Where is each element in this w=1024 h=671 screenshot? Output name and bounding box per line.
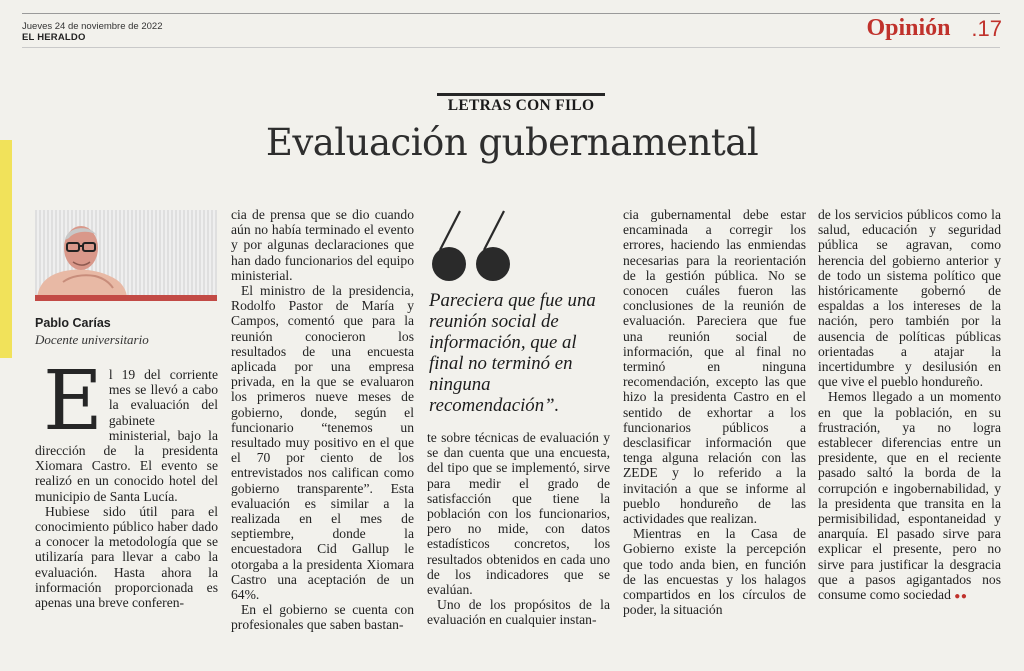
paragraph: El ministro de la presidencia, Rodolfo Pastor de María y Campos, comentó que para la reunión conocieron los resultados de una encuesta aplicada por una empresa privada, en la que se evaluaron los primeros nueve meses de gobierno, donde, según el funcionario “tenemos un resultado muy positivo en el que el 70 por ciento de los entrevistados nos califican como gobierno transparente”. Esta evaluación es similar a la realizada en el mes de septiembre, donde la encuestadora Cid Gallup le otorgaba a la presidenta Xiomara Castro una aceptación de un 64%. [231, 283, 414, 603]
paragraph: En el gobierno se cuenta con profesionales que saben bastan- [231, 602, 414, 633]
author-role: Docente universitario [35, 332, 149, 347]
page-number: .17 [971, 16, 1002, 41]
headline: Evaluación gubernamental [265, 121, 759, 164]
header-top-rule [22, 13, 1000, 14]
author-name: Pablo Carías [35, 316, 111, 330]
paragraph-text: Hemos llegado a un momento en que la población, en su frustración, ya no logra establecer diferencias entre un presidente, que en el reciente pasado saltó la borda de la corrupción e ingobernabilidad, y la presidenta que transita en la permisibilidad, espontaneidad y anarquía. El pasado sirve para explicar el presente, pero no sirve para justificar la desgracia que a pasos agigantados nos consume como sociedad [818, 389, 1001, 603]
paragraph: Uno de los propósitos de la evaluación en cualquier instan- [427, 597, 610, 628]
author-photo-bar [35, 295, 217, 301]
paragraph: Hubiese sido útil para el conocimiento público haber dado a conocer la metodología que se utilizaría para llevar a cabo la evaluación. Hasta ahora la información proporcionada es apenas una breve conferen- [35, 503, 218, 611]
article-column-5 [818, 207, 1001, 604]
quote-mark-icon [430, 205, 514, 285]
article-column-2 [231, 207, 414, 633]
margin-highlight [0, 140, 12, 358]
header-bottom-rule [22, 47, 1000, 48]
paragraph: te sobre técnicas de evaluación y se dan cuenta que una encuesta, del tipo que se implementó, sirve para medir el grado de satisfacción que tiene la población con los funcionarios, pero no mide, con datos estadísticos concretos, los resultados obtenidos en cada uno de los indicadores que se evalúan. [427, 430, 610, 598]
article-column-4 [623, 207, 806, 617]
paragraph: de los servicios públicos como la salud, educación y seguridad pública se agravan, como herencia del gobierno anterior y de todo un sistema político que históricamente gobernó de espaldas a los intereses de la nación, pero también por la ausencia de políticas públicas orientadas a atajar la incertidumbre y desilusión en que vive el pueblo hondureño. [818, 207, 1001, 390]
pull-quote: Pareciera que fue una reunión social de información, que al final no terminó en ninguna recomendación”. [429, 290, 596, 416]
newspaper-name: EL HERALDO [22, 32, 86, 43]
paragraph: l 19 del corriente mes se llevó a cabo la evaluación del gabinete ministerial, bajo la dirección de la presidenta Xiomara Castro. El evento se realizó en un conocido hotel del municipio de Santa Lucía. [35, 367, 218, 504]
paragraph [818, 389, 1001, 604]
paragraph: Mientras en la Casa de Gobierno existe la percepción que todo anda bien, en función de las encuestas y los halagos compartidos en los círculos de poder, la situación [623, 526, 806, 618]
author-photo [35, 210, 217, 298]
column-kicker-block [437, 93, 605, 115]
author-portrait-icon [35, 210, 217, 298]
column-kicker: LETRAS CON FILO [447, 97, 595, 114]
section-name: Opinión [866, 15, 951, 41]
drop-cap: E [43, 354, 103, 449]
article-column-1 [35, 354, 218, 611]
paragraph: cia de prensa que se dio cuando aún no había terminado el evento y por algunas declaraciones que han dado funcionarios del equipo ministerial. [231, 207, 414, 283]
end-mark-icon: ●● [954, 591, 968, 603]
issue-date: Jueves 24 de noviembre de 2022 [22, 21, 163, 32]
section-title [866, 15, 984, 42]
article-column-3 [427, 430, 610, 628]
paragraph: cia gubernamental debe estar encaminada a corregir los errores, haciendo las enmiendas necesarias para la reorientación de la gestión pública. No se conocen cuáles fueron las conclusiones de la reunión de evaluación. Pareciera que fue una reunión social de información, que al final no terminó en ninguna recomendación, excepto las que hizo la presidenta Castro en el sentido de exhortar a los funcionarios públicos a desclasificar información que tenga alguna relación con las ZEDE y lo referido a la invitación a que se informe al pueblo hondureño de las actividades que realizan. [623, 207, 806, 527]
